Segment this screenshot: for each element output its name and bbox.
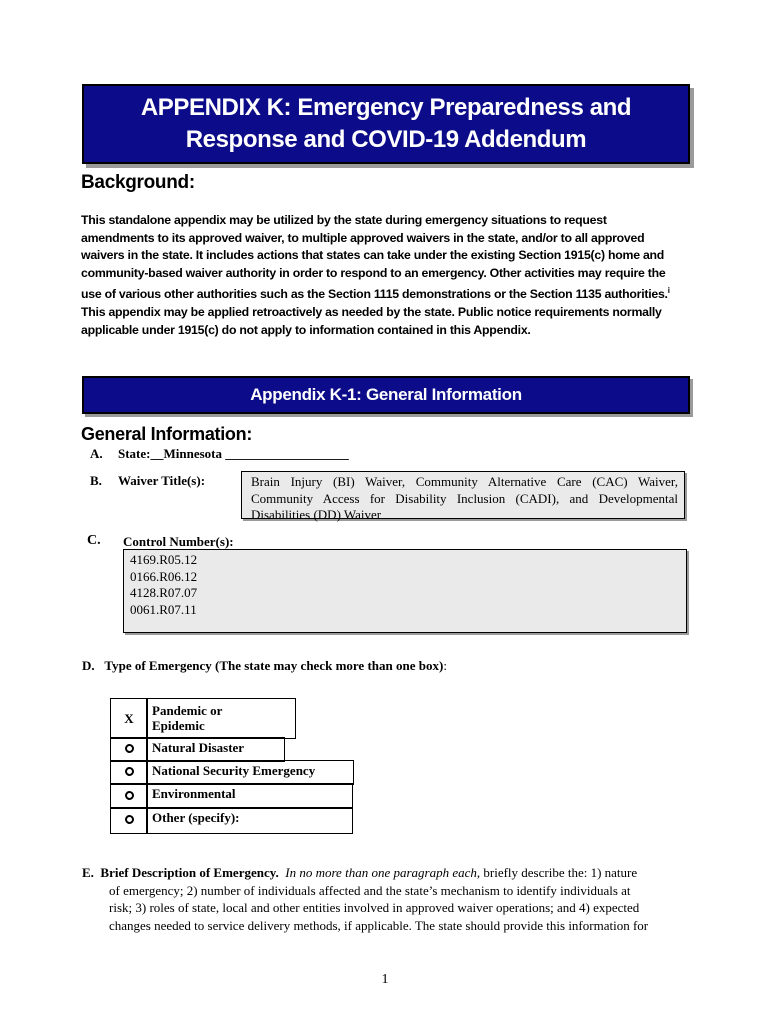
item-d-letter: D. bbox=[82, 658, 95, 673]
k1-banner bbox=[82, 376, 690, 414]
control-number: 4128.R07.07 bbox=[130, 585, 198, 600]
environmental-radio[interactable] bbox=[110, 783, 148, 809]
option-other[interactable]: Other (specify): bbox=[146, 807, 353, 834]
appendix-title-banner bbox=[82, 84, 690, 164]
option-environmental[interactable]: Environmental bbox=[146, 783, 353, 809]
background-text-2: This appendix may be applied retroactively as needed by the state. Public notice requirements normally applicable under 1915(c) do not apply to information contained in this Appendix. bbox=[81, 305, 662, 337]
waiver-title-field[interactable]: Brain Injury (BI) Waiver, Community Alternative Care (CAC) Waiver, Community Access for Disability Inclusion (CADI), and Developmental Disabilities (DD) Waiver bbox=[241, 471, 685, 519]
item-e-letter: E. bbox=[82, 865, 94, 880]
background-heading: Background: bbox=[81, 172, 195, 193]
control-number: 0166.R06.12 bbox=[130, 568, 198, 584]
radio-circle-icon bbox=[125, 744, 134, 753]
type-of-emergency-heading: D. Type of Emergency (The state may check more than one box): bbox=[82, 658, 447, 673]
general-info-heading: General Information: bbox=[81, 424, 253, 444]
radio-circle-icon bbox=[125, 767, 134, 776]
k1-banner-title: Appendix K-1: General Information bbox=[250, 385, 522, 404]
control-number-label: Control Number(s): bbox=[123, 534, 234, 549]
type-of-emergency-label: Type of Emergency (The state may check more than one box) bbox=[104, 658, 444, 673]
radio-circle-icon bbox=[125, 791, 134, 800]
control-number: 0061.R07.11 bbox=[130, 601, 197, 617]
item-c-letter: C. bbox=[87, 533, 101, 548]
brief-description-section: E. Brief Description of Emergency. In no more than one paragraph each, briefly describe the: 1) nature of emergency; 2) number of individuals affected and the state’s mechanism to identify individuals at risk; 3) roles of state, local and other entities involved in approved waiver operations; and 4) expected changes needed to service delivery methods, if applicable. The state should provide this information for bbox=[82, 865, 649, 933]
waiver-title-label: Waiver Title(s): bbox=[118, 473, 206, 488]
state-field[interactable]: State:__Minnesota ___________________ bbox=[118, 446, 349, 461]
other-radio[interactable] bbox=[110, 807, 148, 834]
natural-disaster-radio[interactable] bbox=[110, 737, 148, 762]
footnote-marker[interactable]: i bbox=[667, 286, 670, 296]
control-number-field[interactable] bbox=[123, 549, 687, 633]
item-a-letter: A. bbox=[90, 446, 103, 461]
x-mark: X bbox=[124, 710, 134, 726]
brief-description-italic: In no more than one paragraph each bbox=[285, 865, 477, 880]
option-natural-disaster[interactable]: Natural Disaster bbox=[146, 737, 285, 762]
control-number: 4169.R05.12 bbox=[130, 552, 198, 567]
page-number: 1 bbox=[381, 972, 389, 987]
option-national-security[interactable]: National Security Emergency bbox=[146, 760, 354, 785]
national-security-radio[interactable] bbox=[110, 760, 148, 785]
title-line-2: Response and COVID-19 Addendum bbox=[185, 126, 587, 153]
background-paragraph bbox=[81, 212, 681, 339]
background-text-1: This standalone appendix may be utilized by the state during emergency situations to request amendments to its approved waiver, to multiple approved waivers in the state, and/or to all approved waivers in the state. It includes actions that states can take under the existing Section 1915(c) home and community-based waiver authority in order to respond to an emergency. Other activities may require the use of various other authorities such as the Section 1115 demonstrations or the Section 1135 authorities. bbox=[81, 213, 668, 302]
brief-description-label: Brief Description of Emergency. bbox=[100, 865, 279, 880]
item-b-letter: B. bbox=[90, 473, 102, 488]
option-pandemic[interactable]: Pandemic or Epidemic bbox=[146, 698, 296, 739]
radio-circle-icon bbox=[125, 815, 134, 824]
pandemic-checkbox[interactable] bbox=[110, 698, 148, 739]
title-line-1: APPENDIX K: Emergency Preparedness and bbox=[140, 94, 632, 121]
